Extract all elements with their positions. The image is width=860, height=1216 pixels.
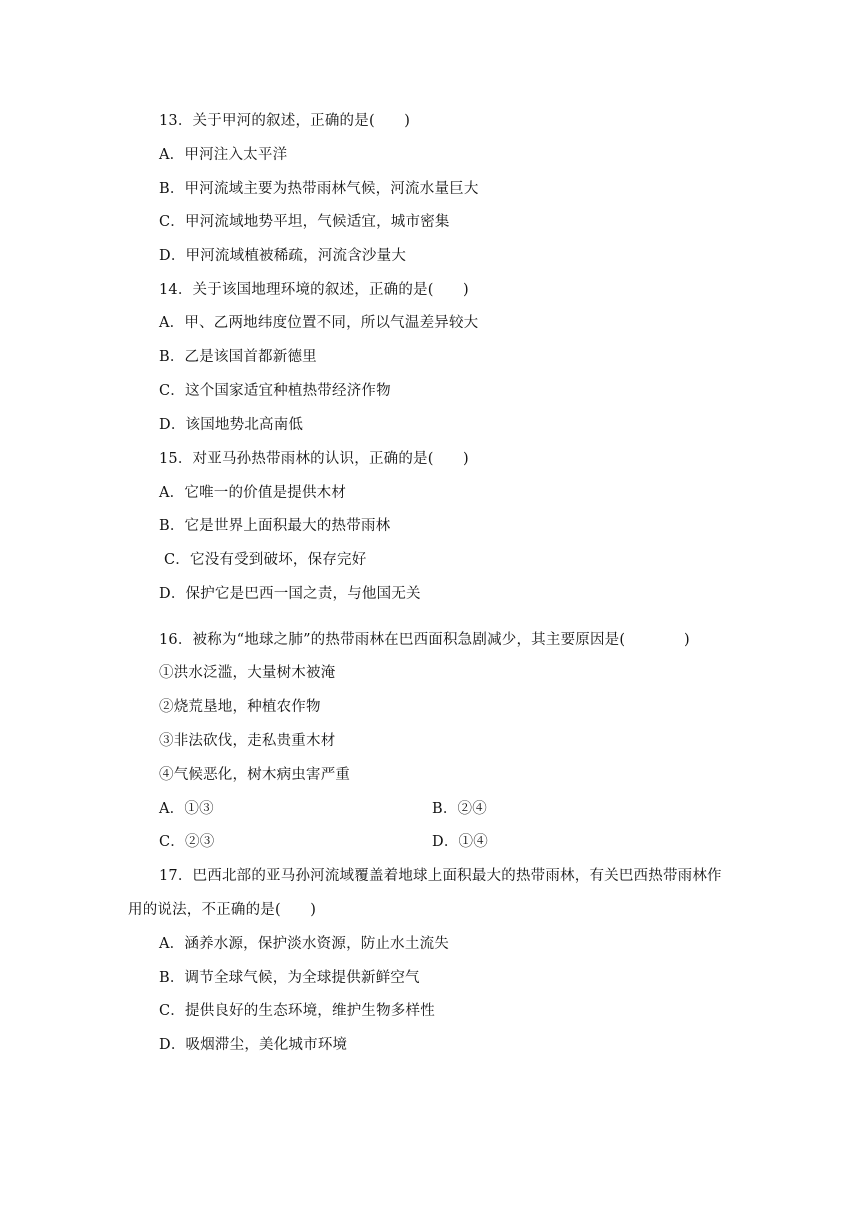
question-17-option-c: C．提供良好的生态环境，维护生物多样性	[159, 1003, 435, 1019]
question-14-stem: 14．关于该国地理环境的叙述，正确的是( )	[159, 282, 469, 298]
question-16-stem: 16．被称为“地球之肺”的热带雨林在巴西面积急剧减少，其主要原因是( )	[159, 632, 690, 648]
question-16-item-1: ①洪水泛滥，大量树木被淹	[159, 665, 336, 681]
question-14-option-a: A．甲、乙两地纬度位置不同，所以气温差异较大	[159, 315, 479, 331]
question-16-item-3: ③非法砍伐，走私贵重木材	[159, 733, 336, 749]
question-16-item-4: ④气候恶化，树木病虫害严重	[159, 767, 351, 783]
question-15-option-a: A．它唯一的价值是提供木材	[159, 485, 347, 501]
question-13-stem: 13．关于甲河的叙述，正确的是( )	[159, 113, 411, 129]
question-15-option-c: C．它没有受到破坏，保存完好	[164, 552, 367, 568]
question-16-option-c: C．②③	[159, 834, 215, 850]
question-14-option-b: B．乙是该国首都新德里	[159, 349, 317, 365]
question-16-option-b: B．②④	[432, 801, 487, 817]
question-14-option-c: C．这个国家适宜种植热带经济作物	[159, 383, 391, 399]
question-17-option-b: B．调节全球气候，为全球提供新鲜空气	[159, 970, 420, 986]
question-13-option-a: A．甲河注入太平洋	[159, 147, 288, 163]
question-15-stem: 15．对亚马孙热带雨林的认识，正确的是( )	[159, 451, 469, 467]
question-17-option-d: D．吸烟滞尘，美化城市环境	[159, 1037, 348, 1053]
question-13-option-d: D．甲河流域植被稀疏，河流含沙量大	[159, 248, 407, 264]
question-13-option-b: B．甲河流域主要为热带雨林气候，河流水量巨大	[159, 181, 479, 197]
question-16-item-2: ②烧荒垦地，种植农作物	[159, 699, 321, 715]
question-16-option-a: A．①③	[159, 801, 214, 817]
question-14-option-d: D．该国地势北高南低	[159, 417, 304, 433]
question-17-stem-line-2: 用的说法，不正确的是( )	[128, 902, 317, 918]
question-15-option-d: D．保护它是巴西一国之责，与他国无关	[159, 586, 421, 602]
question-16-option-d: D．①④	[432, 834, 488, 850]
question-17-stem-line-1: 17．巴西北部的亚马孙河流域覆盖着地球上面积最大的热带雨林，有关巴西热带雨林作	[159, 868, 722, 884]
question-15-option-b: B．它是世界上面积最大的热带雨林	[159, 518, 391, 534]
question-17-option-a: A．涵养水源，保护淡水资源，防止水土流失	[159, 936, 449, 952]
question-13-option-c: C．甲河流域地势平坦，气候适宜，城市密集	[159, 214, 450, 230]
